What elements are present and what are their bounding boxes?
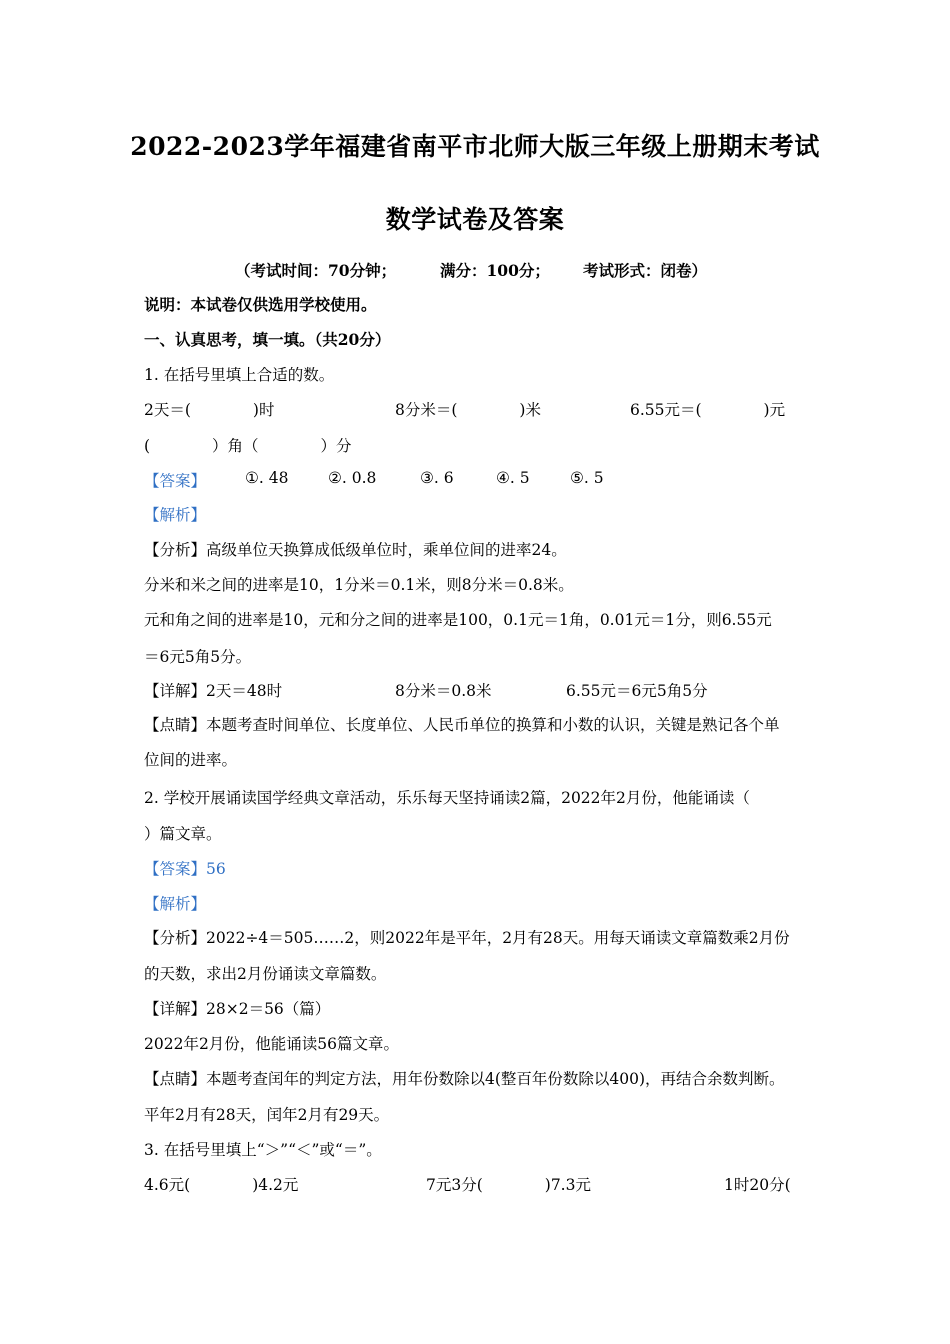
- q2-answer: [144, 857, 226, 879]
- q1-detail-1: 【详解】2天＝48时: [144, 682, 283, 700]
- q1-blank-row2: ( ）角（ ）分: [144, 437, 352, 455]
- q2-detail: 【详解】28×2＝56（篇）: [144, 1000, 331, 1018]
- q2-dianjing-2: 平年2月有28天，闰年2月有29天。: [144, 1106, 390, 1124]
- q1-detail-3: 6.55元＝6元5角5分: [566, 682, 708, 700]
- question-3-stem: 3. 在括号里填上“＞”“＜”或“＝”。: [144, 1141, 382, 1159]
- q1-analysis-tag: 【解析】: [144, 506, 207, 524]
- q2-dianjing-1: 【点睛】本题考查闰年的判定方法，用年份数除以4(整百年份数除以400)，再结合余数判断。: [144, 1070, 785, 1088]
- q1-answer-1: ①. 48: [245, 469, 289, 487]
- q1-blank-2: 8分米＝( )米: [395, 401, 541, 419]
- q2-fenxi-1: 【分析】2022÷4＝505……2，则2022年是平年，2月有28天。用每天诵读文章篇数乘2月份: [144, 929, 790, 947]
- q1-analysis-line-b: 元和角之间的进率是10，元和分之间的进率是100，0.1元＝1角，0.01元＝1分，则6.55元: [144, 611, 772, 629]
- q2-result: 2022年2月份，他能诵读56篇文章。: [144, 1035, 400, 1053]
- q1-answer-tag: 【答案】: [144, 472, 207, 490]
- exam-score: 满分：100分；: [440, 261, 550, 280]
- q2-analysis-tag: 【解析】: [144, 895, 207, 913]
- question-2-stem-cont: ）篇文章。: [144, 825, 222, 843]
- section-heading: 一、认真思考，填一填。（共20分）: [144, 330, 391, 349]
- exam-time: （考试时间：70分钟；: [235, 261, 397, 280]
- page-subtitle: 数学试卷及答案: [385, 205, 565, 234]
- q1-answer-5: ⑤. 5: [570, 469, 604, 487]
- q1-dianjing-2: 位间的进率。: [144, 751, 238, 769]
- page-title: 2022-2023学年福建省南平市北师大版三年级上册期末考试: [130, 132, 820, 161]
- q1-analysis-line-c: ＝6元5角5分。: [144, 648, 252, 666]
- q3-item-2: 7元3分( )7.3元: [426, 1176, 591, 1194]
- q1-blank-1: 2天＝( )时: [144, 401, 275, 419]
- question-2-stem: 2. 学校开展诵读国学经典文章活动，乐乐每天坚持诵读2篇，2022年2月份，他能诵读（: [144, 789, 750, 807]
- q1-dianjing-1: 【点睛】本题考查时间单位、长度单位、人民币单位的换算和小数的认识，关键是熟记各个单: [144, 716, 780, 734]
- exam-note: 说明：本试卷仅供选用学校使用。: [144, 295, 377, 314]
- q1-analysis-line-a: 分米和米之间的进率是10，1分米＝0.1米，则8分米＝0.8米。: [144, 576, 574, 594]
- q2-fenxi-2: 的天数，求出2月份诵读文章篇数。: [144, 965, 387, 983]
- q2-answer-text: 【答案】56: [144, 860, 226, 878]
- q1-answer-4: ④. 5: [496, 469, 530, 487]
- q3-item-1: 4.6元( )4.2元: [144, 1176, 299, 1194]
- q1-blank-3: 6.55元＝( )元: [630, 401, 786, 419]
- q1-detail-2: 8分米＝0.8米: [395, 682, 492, 700]
- q3-item-3: 1时20分(: [724, 1176, 791, 1194]
- q1-answer-2: ②. 0.8: [328, 469, 377, 487]
- q1-fenxi: 【分析】高级单位天换算成低级单位时，乘单位间的进率24。: [144, 541, 567, 559]
- q1-answer-3: ③. 6: [420, 469, 454, 487]
- question-1-stem: 1. 在括号里填上合适的数。: [144, 366, 335, 384]
- exam-form: 考试形式：闭卷）: [583, 261, 708, 280]
